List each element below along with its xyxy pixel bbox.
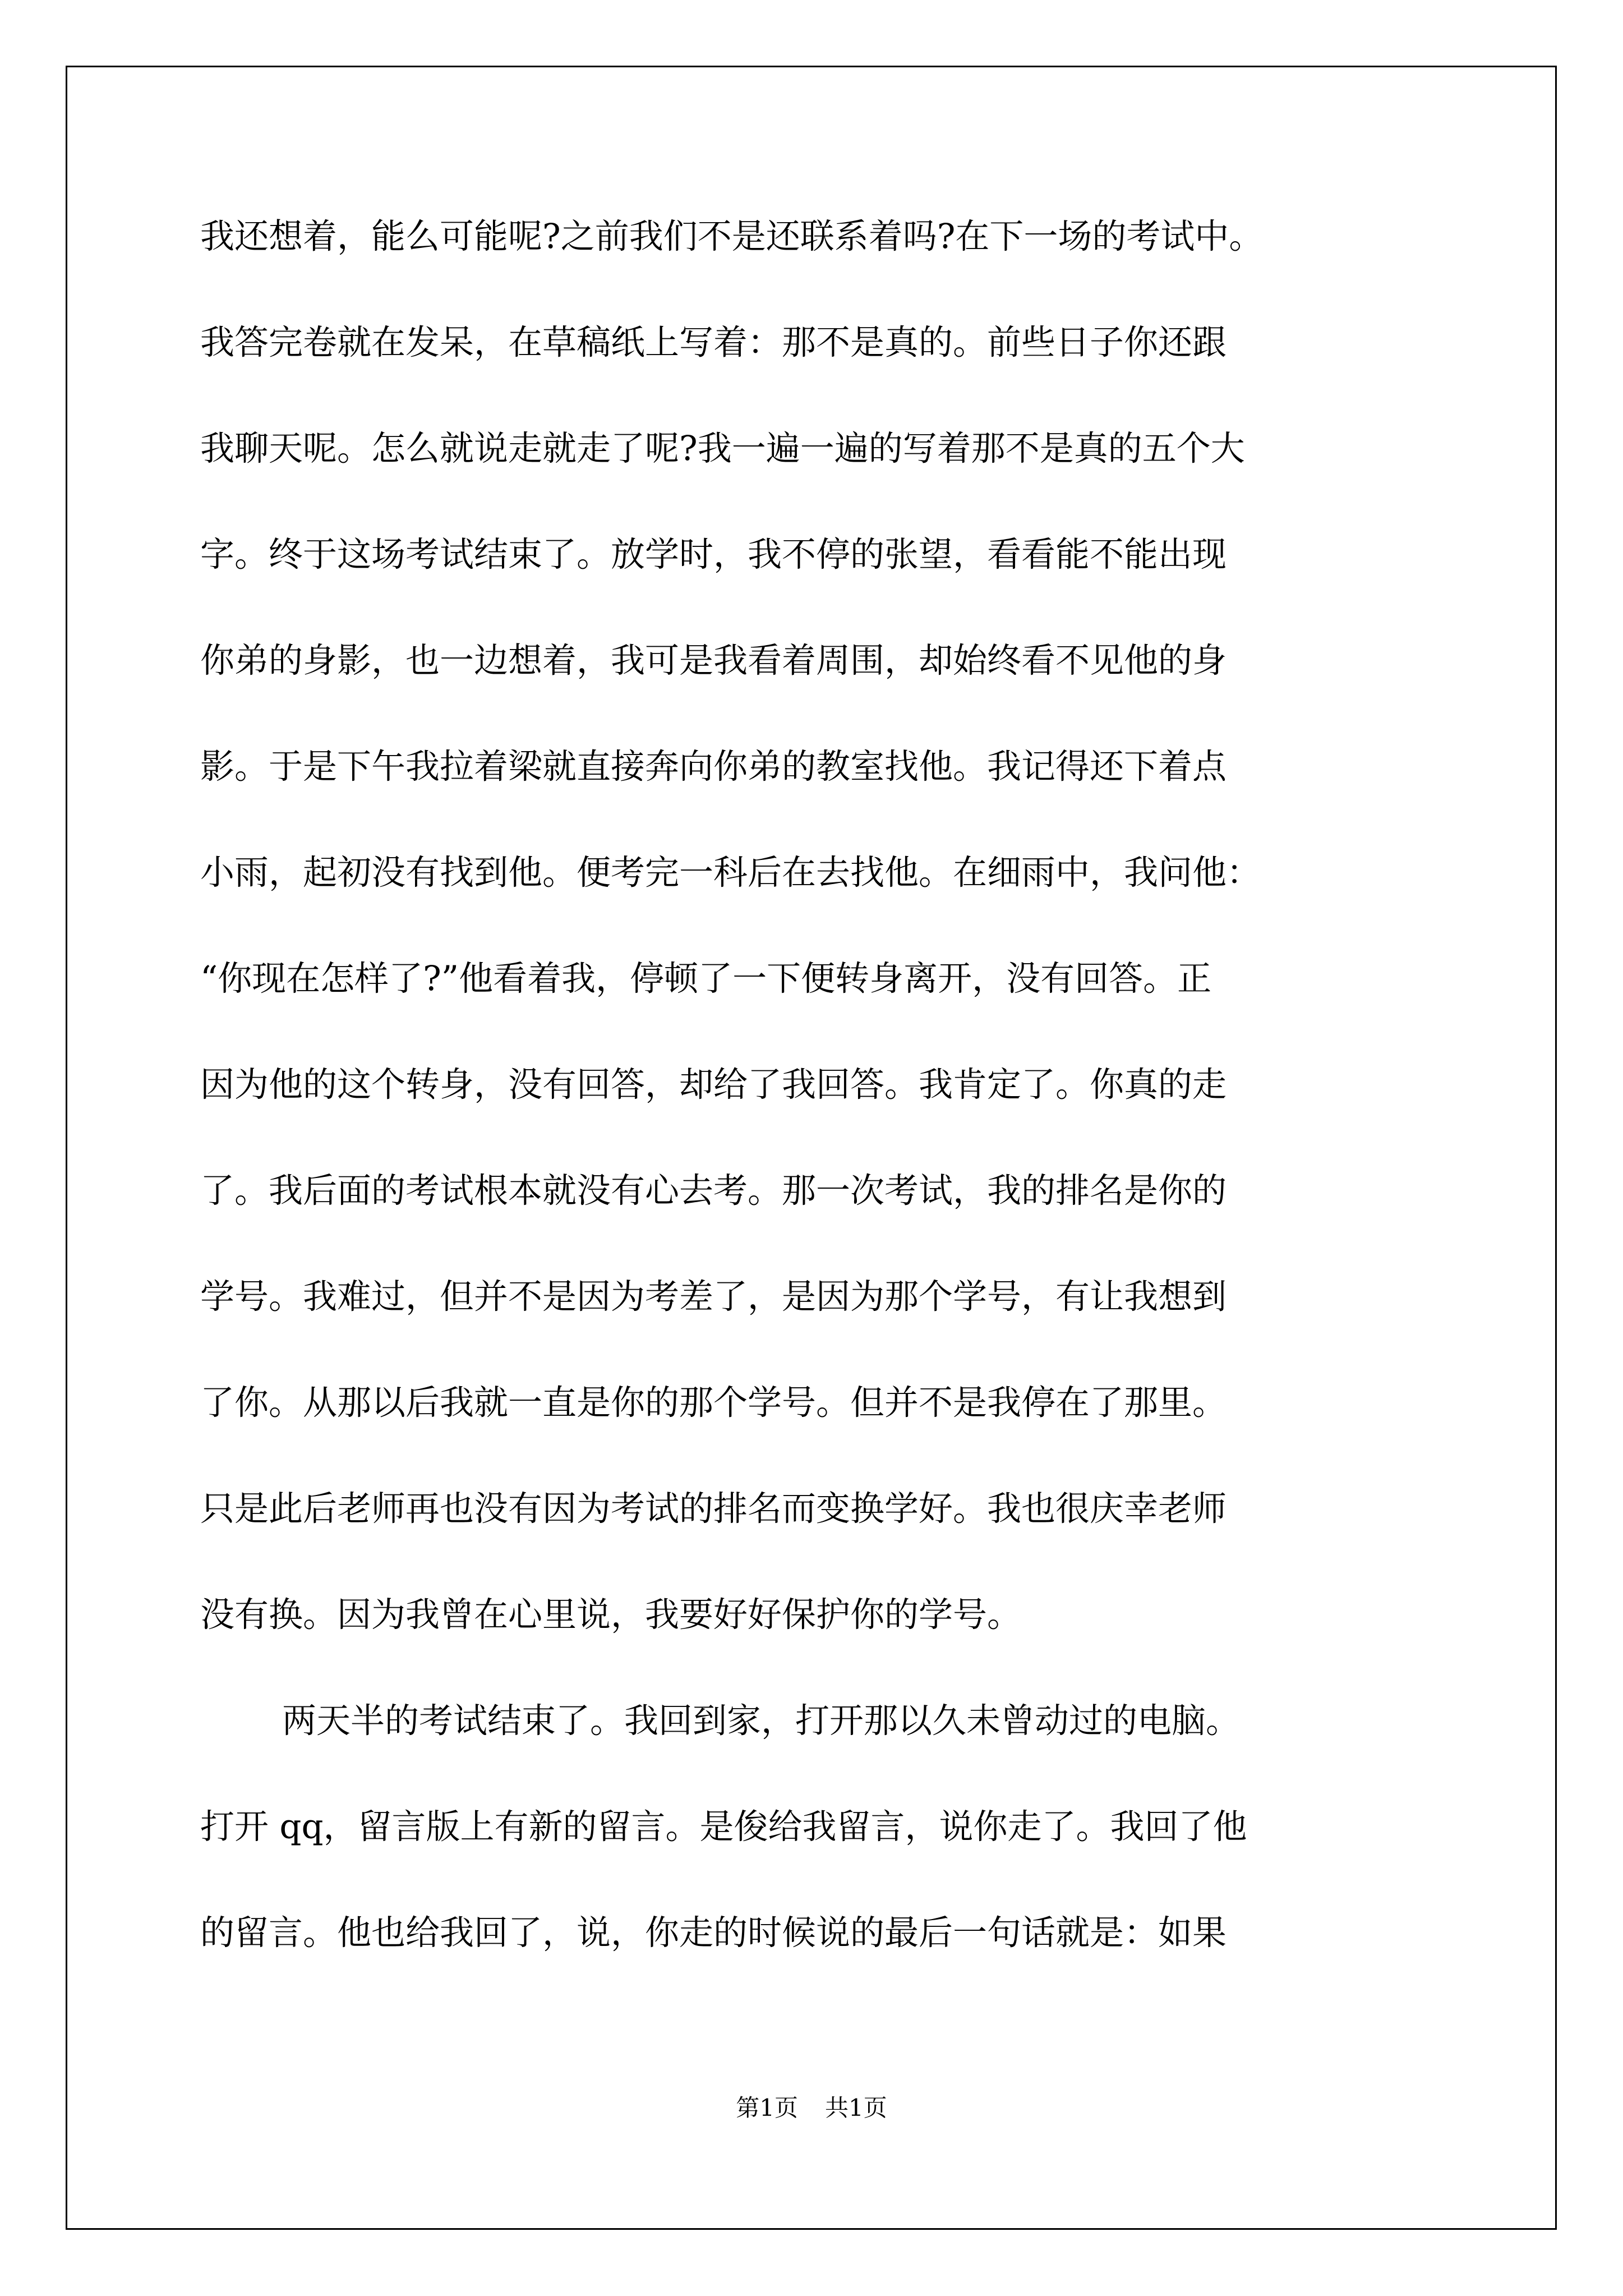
text-line: 学号。我难过，但并不是因为考差了，是因为那个学号，有让我想到 xyxy=(200,1277,1227,1317)
text-line: 影。于是下午我拉着梁就直接奔向你弟的教室找他。我记得还下着点 xyxy=(200,747,1227,786)
document-body xyxy=(200,217,1430,2019)
text-line: 你弟的身影，也一边想着，我可是我看着周围，却始终看不见他的身 xyxy=(200,641,1227,680)
paragraph-start-line: 两天半的考试结束了。我回到家，打开那以久未曾动过的电脑。 xyxy=(282,1701,1241,1741)
text-line: 小雨，起初没有找到他。便考完一科后在去找他。在细雨中，我问他： xyxy=(200,853,1261,892)
page-number: 第1页 xyxy=(736,2094,798,2122)
page-total: 共1页 xyxy=(825,2094,887,2122)
text-line: 了你。从那以后我就一直是你的那个学号。但并不是我停在了那里。 xyxy=(200,1383,1227,1423)
text-line: 打开 qq，留言版上有新的留言。是俊给我留言，说你走了。我回了他 xyxy=(200,1807,1247,1847)
text-line: 的留言。他也给我回了，说，你走的时候说的最后一句话就是：如果 xyxy=(200,1913,1227,1953)
text-line: 没有换。因为我曾在心里说，我要好好保护你的学号。 xyxy=(200,1595,1022,1635)
text-line: 只是此后老师再也没有因为考试的排名而变换学好。我也很庆幸老师 xyxy=(200,1489,1227,1529)
text-line: 了。我后面的考试根本就没有心去考。那一次考试，我的排名是你的 xyxy=(200,1171,1227,1211)
text-line: 我聊天呢。怎么就说走就走了呢?我一遍一遍的写着那不是真的五个大 xyxy=(200,429,1245,468)
text-line: 我还想着，能么可能呢?之前我们不是还联系着吗?在下一场的考试中。 xyxy=(200,217,1264,256)
page-footer xyxy=(0,2094,1623,2122)
text-line: 因为他的这个转身，没有回答，却给了我回答。我肯定了。你真的走 xyxy=(200,1065,1227,1105)
text-line: 我答完卷就在发呆，在草稿纸上写着：那不是真的。前些日子你还跟 xyxy=(200,323,1227,362)
text-line: “你现在怎样了?”他看着我，停顿了一下便转身离开，没有回答。正 xyxy=(200,959,1212,999)
text-line: 字。终于这场考试结束了。放学时，我不停的张望，看看能不能出现 xyxy=(200,535,1227,574)
